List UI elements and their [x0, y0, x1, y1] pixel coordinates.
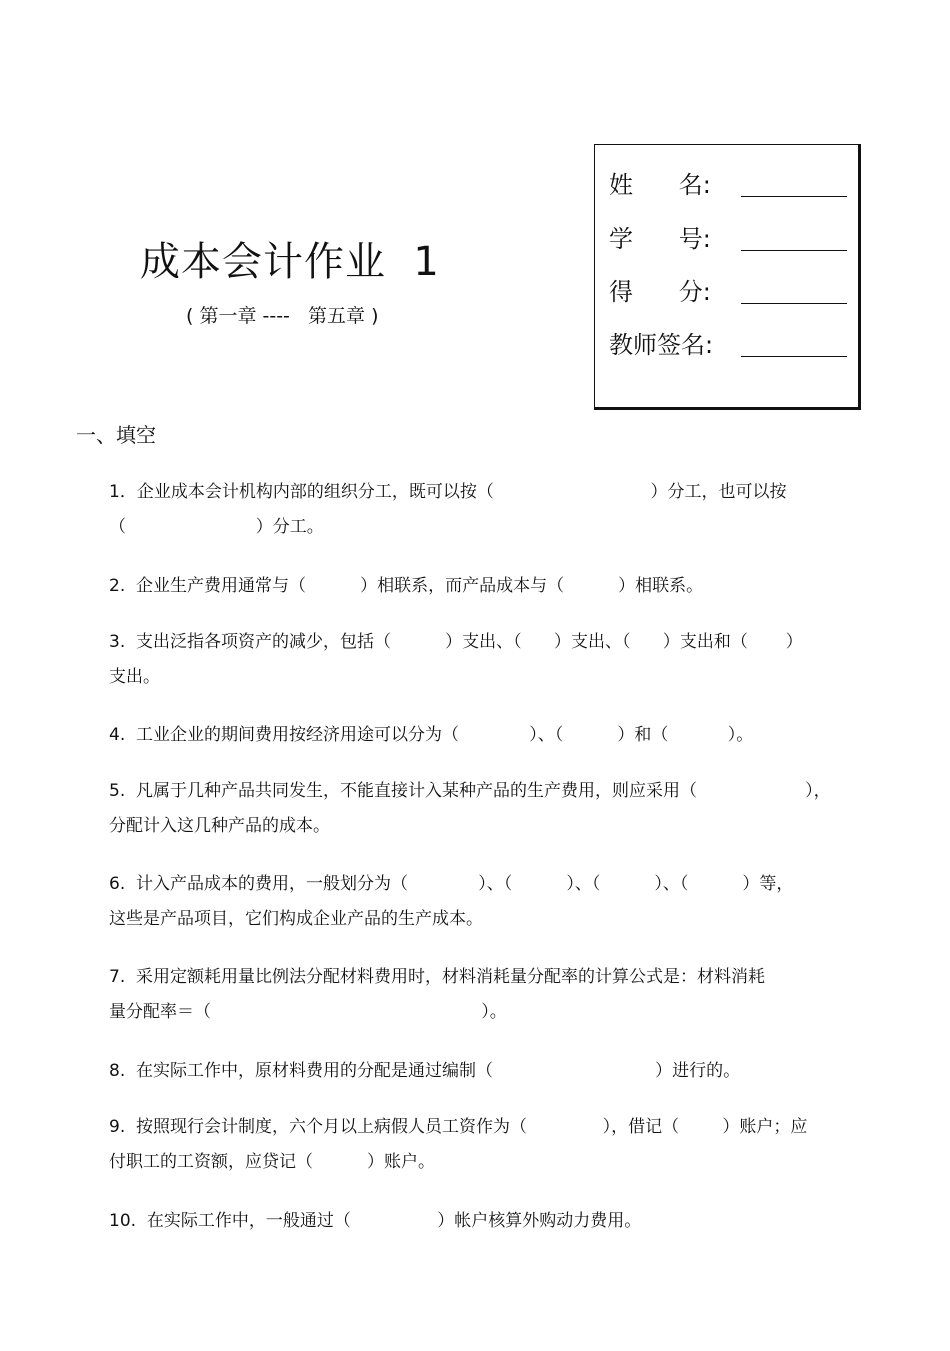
name-blank-line[interactable]: [741, 196, 847, 197]
teacher-signature-blank-line[interactable]: [741, 356, 847, 357]
question-text: 支出。: [109, 667, 160, 687]
teacher-signature-label: 教师签名:: [609, 331, 714, 359]
question-text: 6. 计入产品成本的费用，一般划分为（ ）、（ ）、（ ）、（ ）等，: [109, 874, 794, 894]
question-text: （ ）分工。: [109, 517, 324, 537]
section-heading: 一、填空: [76, 423, 156, 447]
question-text: 付职工的工资额，应贷记（ ）账户。: [109, 1152, 436, 1172]
score-blank-line[interactable]: [741, 303, 847, 304]
question-text: 这些是产品项目，它们构成企业产品的生产成本。: [109, 909, 483, 929]
question-text: 1．企业成本会计机构内部的组织分工，既可以按（ ）分工，也可以按: [109, 482, 787, 502]
page-title: 成本会计作业 1: [140, 239, 440, 285]
student-info-box: [594, 144, 861, 410]
name-label: 姓 名:: [609, 171, 711, 199]
student-id-blank-line[interactable]: [741, 250, 847, 251]
question-text: 9. 按照现行会计制度，六个月以上病假人员工资作为（ ），借记（ ）账户；应: [109, 1117, 808, 1137]
question-text: 7. 采用定额耗用量比例法分配材料费用时，材料消耗量分配率的计算公式是：材料消耗: [109, 967, 766, 987]
page-subtitle: ( 第一章 ---- 第五章 ): [186, 305, 379, 327]
score-label: 得 分:: [609, 278, 711, 306]
question-text: 10. 在实际工作中，一般通过（ ）帐户核算外购动力费用。: [109, 1211, 642, 1231]
question-text: 量分配率＝（ ）。: [109, 1002, 507, 1022]
question-text: 8. 在实际工作中，原材料费用的分配是通过编制（ ）进行的。: [109, 1061, 741, 1081]
question-text: 5. 凡属于几种产品共同发生，不能直接计入某种产品的生产费用，则应采用（ ），: [109, 781, 831, 801]
question-text: 2. 企业生产费用通常与（ ）相联系，而产品成本与（ ）相联系。: [109, 576, 704, 596]
question-text: 4. 工业企业的期间费用按经济用途可以分为（ ）、（ ）和（ ）。: [109, 725, 754, 745]
question-text: 分配计入这几种产品的成本。: [109, 816, 330, 836]
question-text: 3. 支出泛指各项资产的减少，包括（ ）支出、（ ）支出、（ ）支出和（ ）: [109, 632, 803, 652]
student-id-label: 学 号:: [609, 225, 711, 253]
